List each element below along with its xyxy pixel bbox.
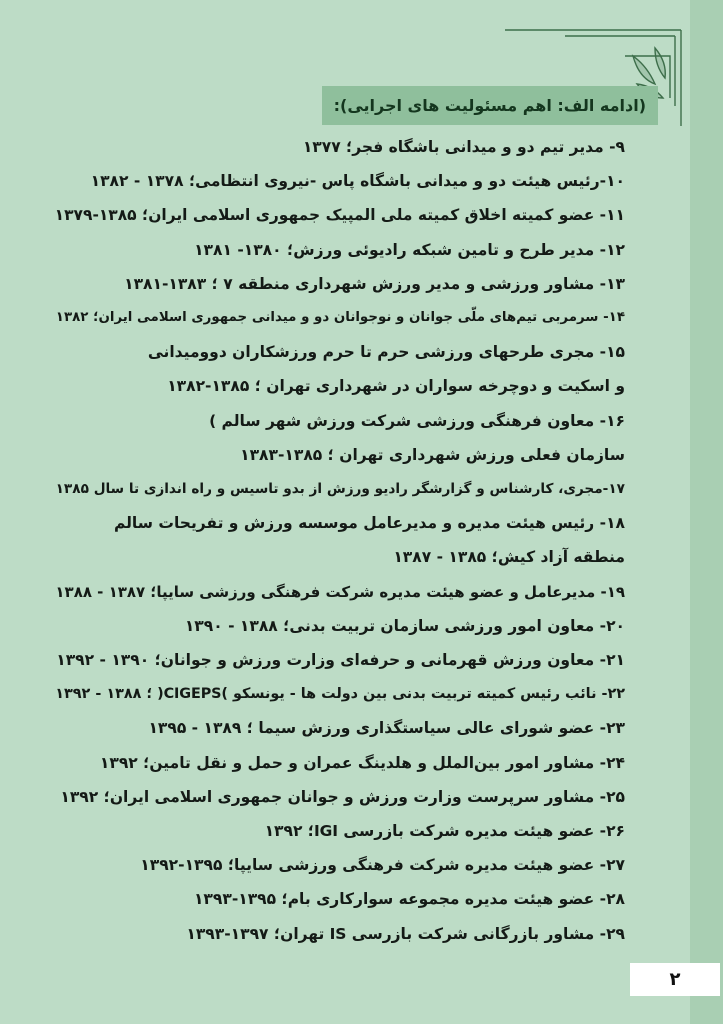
list-item: ۲۵- مشاور سرپرست وزارت ورزش و جوانان جمهوری اسلامی ایران؛ ۱۳۹۲ [60, 787, 625, 806]
list-item: ۱۳- مشاور ورزشی و مدیر ورزش شهرداری منطقه ۷ ؛ ۱۳۸۳-۱۳۸۱ [124, 274, 625, 293]
list-item: ۲۲- نائب رئیس کمیته تربیت بدنی بین دولت ها - یونسکو )CIGEPS( ؛ ۱۳۸۸ - ۱۳۹۲ [55, 686, 625, 703]
list-item: و اسکیت و دوچرخه سواران در شهرداری تهران ؛ ۱۳۸۵-۱۳۸۲ [167, 377, 625, 396]
list-item: ۹- مدیر تیم دو و میدانی باشگاه فجر؛ ۱۳۷۷ [302, 138, 625, 156]
list-item: ۲۴- مشاور امور بین‌الملل و هلدینگ عمران و حمل و نقل تامین؛ ۱۳۹۲ [99, 753, 625, 772]
page-number-box [630, 963, 720, 996]
page-number: ۲ [669, 969, 681, 990]
list-item: ۲۸- عضو هیئت مدیره مجموعه سوارکاری بام؛ ۱۳۹۵-۱۳۹۳ [193, 890, 625, 909]
list-item: ۱۵- مجری طرحهای ورزشی حرم تا حرم ورزشکاران دوومیدانی [147, 343, 625, 362]
list-item: ۲۳- عضو شورای عالی سیاستگذاری ورزش سیما ؛ ۱۳۸۹ - ۱۳۹۵ [148, 719, 625, 738]
section-heading: (ادامه الف: اهم مسئولیت های اجرایی): [333, 96, 646, 115]
list-item: ۲۶- عضو هیئت مدیره شرکت بازرسی IGI؛ ۱۳۹۲ [264, 822, 625, 840]
list-item: منطقه آزاد کیش؛ ۱۳۸۵ - ۱۳۸۷ [393, 548, 625, 567]
list-item: ۱۱- عضو کمیته اخلاق کمیته ملی المپیک جمهوری اسلامی ایران؛ ۱۳۸۵-۱۳۷۹ [54, 206, 625, 225]
list-item: ۱۴- سرمربی تیم‌های ملّی جوانان و نوجوانان دو و میدانی جمهوری اسلامی ایران؛ ۱۳۸۲ [55, 310, 625, 325]
list-item: ۱۸- رئیس هیئت مدیره و مدیرعامل موسسه ورزش و تفریحات سالم [113, 514, 625, 533]
list-item: ۲۷- عضو هیئت مدیره شرکت فرهنگی ورزشی سایپا؛ ۱۳۹۵-۱۳۹۲ [140, 856, 625, 875]
list-item: ۱۷-مجری، کارشناس و گزارشگر رادیو ورزش از بدو تاسیس و راه اندازی تا سال ۱۳۸۵ [55, 481, 625, 497]
list-item: ۲۹- مشاور بازرگانی شرکت بازرسی IS تهران؛ ۱۳۹۷-۱۳۹۳ [186, 924, 625, 943]
list-item: ۱۲- مدیر طرح و تامین شبکه رادیوئی ورزش؛ ۱۳۸۰- ۱۳۸۱ [194, 240, 625, 259]
list-item: ۱۰-رئیس هیئت دو و میدانی باشگاه پاس -نیروی انتظامی؛ ۱۳۷۸ - ۱۳۸۲ [90, 172, 625, 191]
list-item: ۱۹- مدیرعامل و عضو هیئت مدیره شرکت فرهنگی ورزشی سایپا؛ ۱۳۸۷ - ۱۳۸۸ [55, 582, 625, 601]
list-item: ۲۰- معاون امور ورزشی سازمان تربیت بدنی؛ ۱۳۸۸ - ۱۳۹۰ [184, 616, 625, 635]
section-heading-box [322, 86, 658, 125]
list-item: ۱۶- معاون فرهنگی ورزشی شرکت ورزش شهر سالم ) [209, 411, 625, 430]
side-strip [690, 0, 723, 1024]
list-item: ۲۱- معاون ورزش قهرمانی و حرفه‌ای وزارت ورزش و جوانان؛ ۱۳۹۰ - ۱۳۹۲ [56, 651, 625, 669]
list-item: سازمان فعلی ورزش شهرداری تهران ؛ ۱۳۸۵-۱۳۸۳ [240, 445, 625, 464]
